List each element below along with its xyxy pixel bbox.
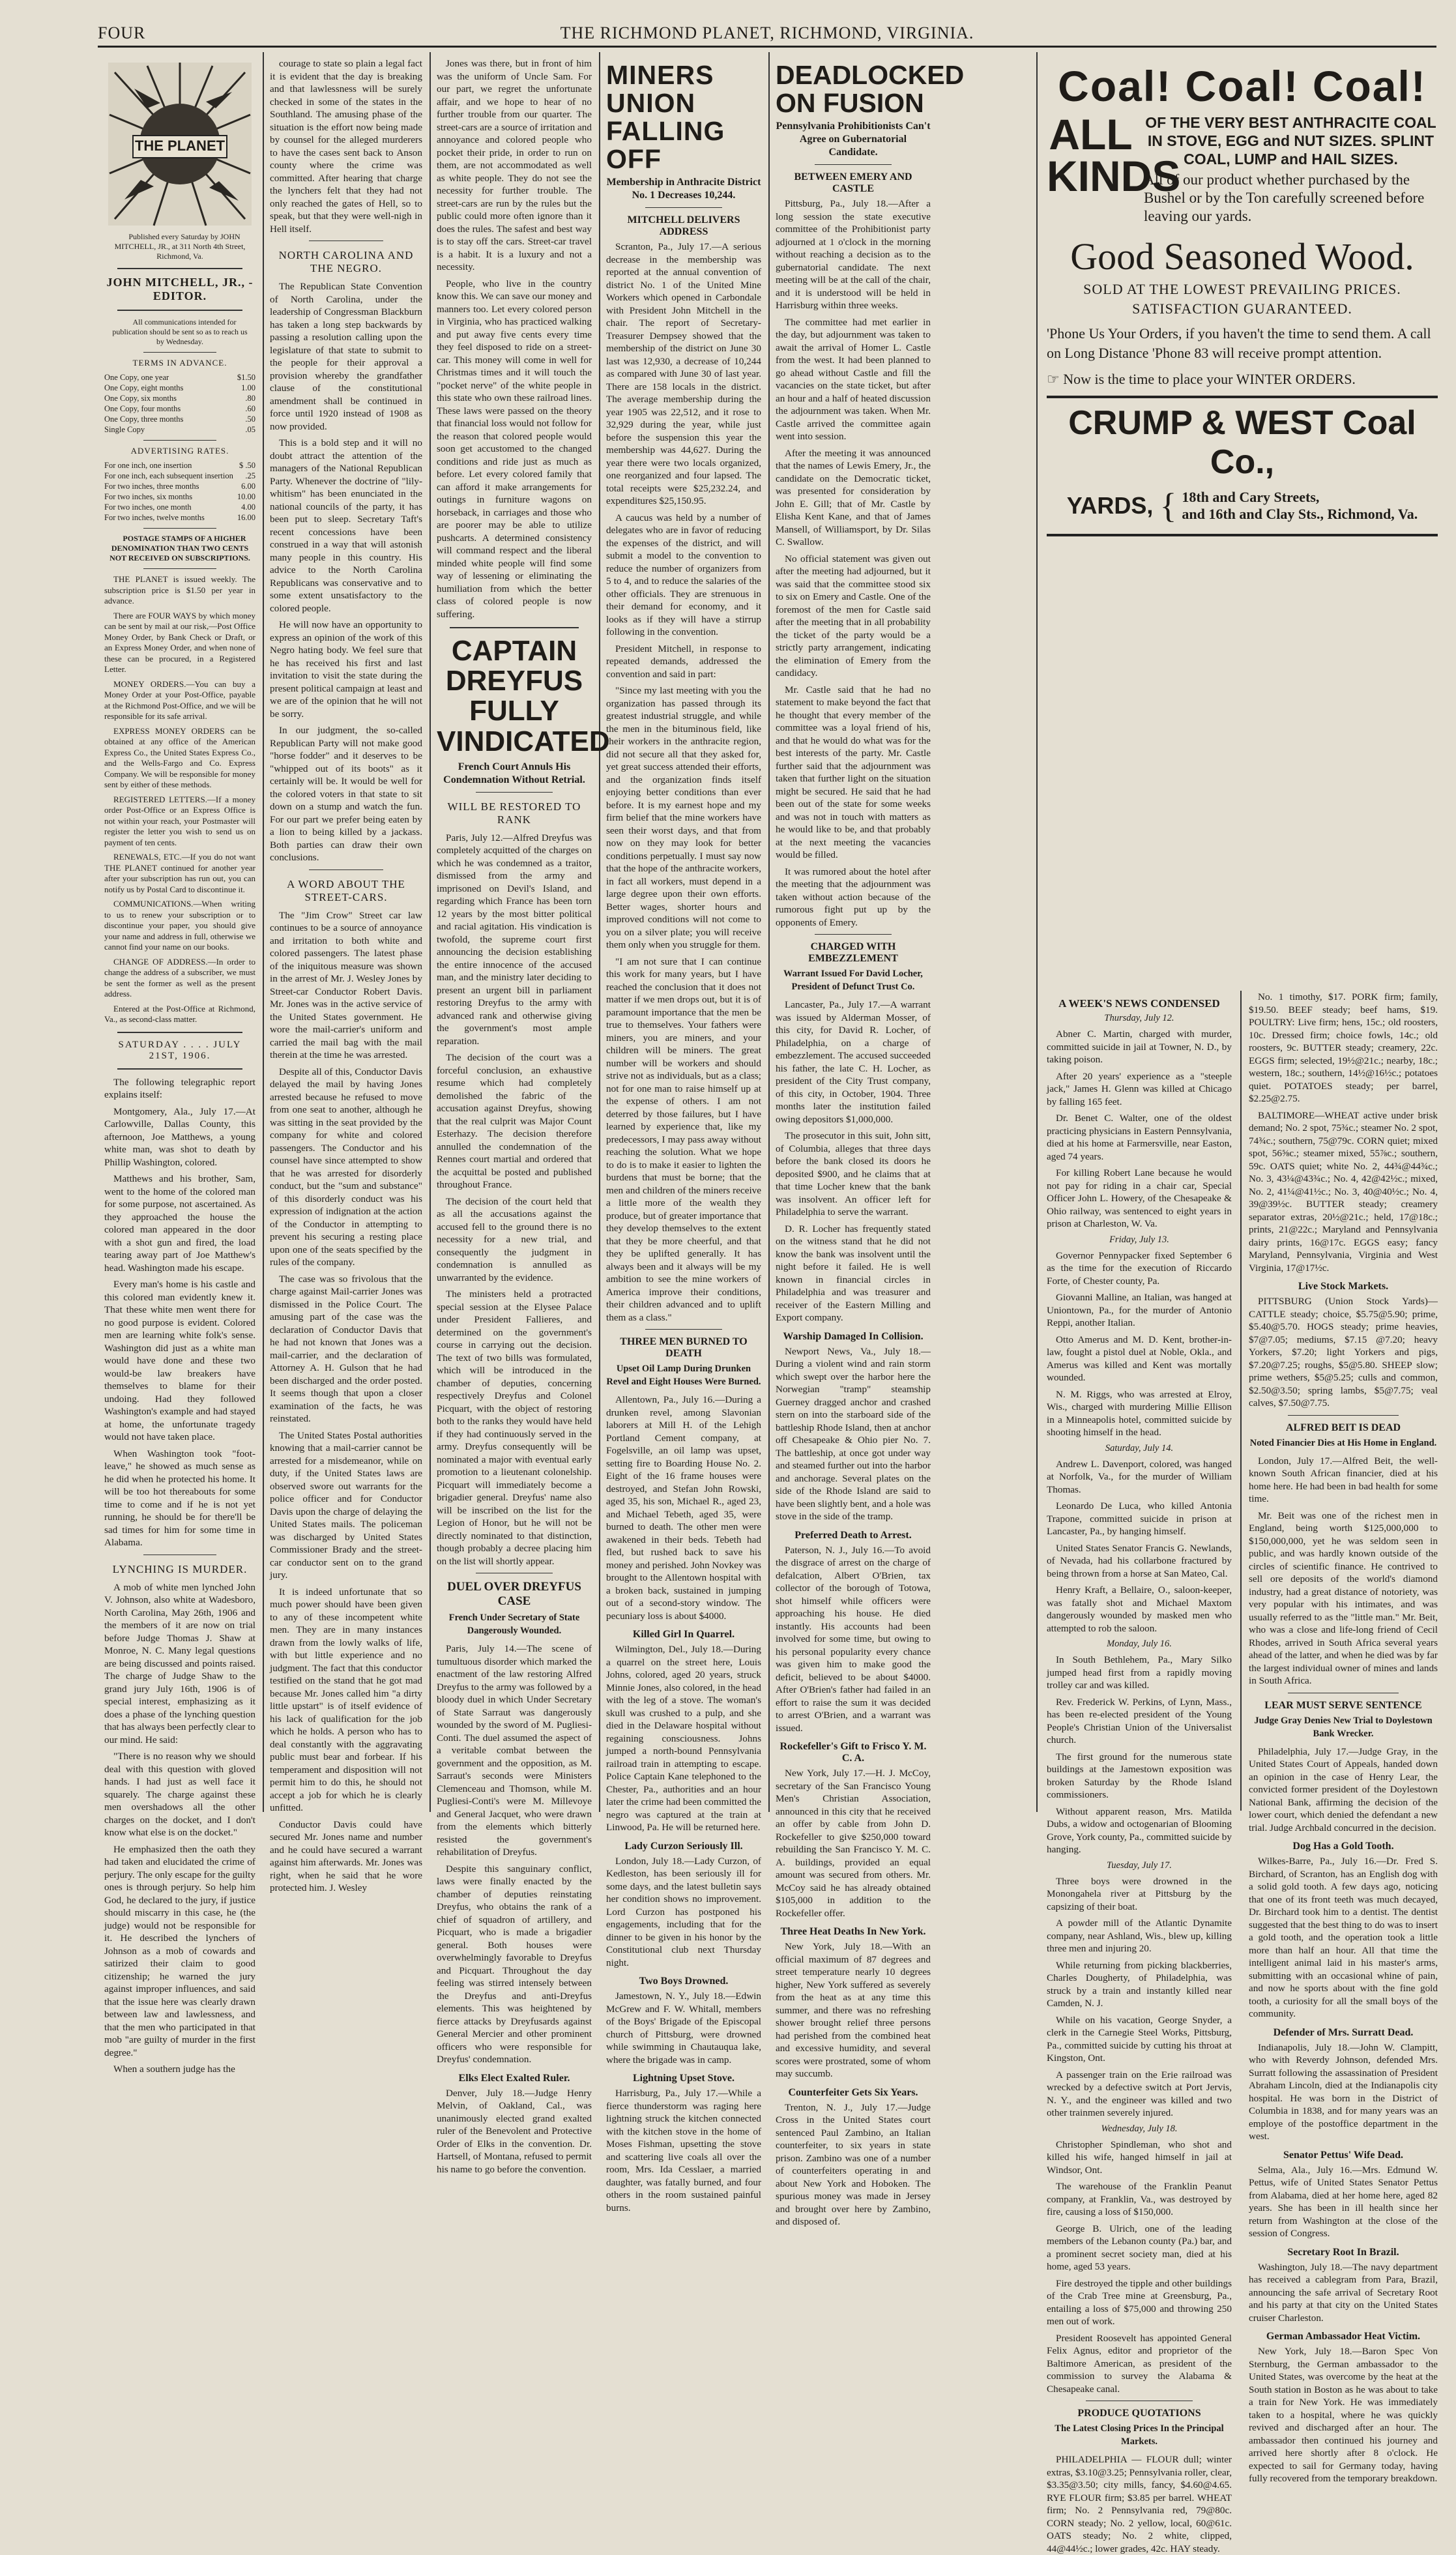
terms-row: One Copy, four months .60 [104, 404, 255, 413]
article-subheadline: BETWEEN EMERY AND CASTLE [794, 171, 912, 195]
article-paragraph: Wilmington, Del., July 18.—During a quarrel on the street here, Louis Johns, colored, aged 20 years, struck Minnie Jones, also colored, in the head with the leg of a stove. The woman's skull was crushed to a pulp, and she died in the Delaware hospital without regaining consciousness. Johns jumped a north-bound Pennsylvania railroad train in attempting to escape. Police Captain Kane telephoned to the Chester, Pa., authorities and an hour later the crime had been committed the negro was captured at the train at Linwood, Pa. He will be returned here. [606, 1644, 761, 1833]
article-headline: LEAR MUST SERVE SENTENCE [1264, 1699, 1422, 1711]
divider [117, 1032, 242, 1033]
divider [117, 1068, 242, 1070]
ad-lead-2: All of our product whether purchased by the Bushel or by the Ton carefully screened before leaving our yards. [1144, 171, 1425, 224]
article-subheadline: Judge Gray Denies New Trial to Doylestown Bank Wrecker. [1254, 1715, 1433, 1739]
company-name: CRUMP & WEST Coal Co., [1068, 404, 1416, 481]
article-paragraph: The United States Postal authorities knowing that a mail-carrier cannot be arrested for a misdemeanor, while on duty, if the United States laws are observed swore out warrants for the police officer and for Conductor Davis upon the charge of delaying the United States mails. The policeman was discharged by United States Commissioner Brady and the street-car conductor sent on to the grand jury. [270, 1429, 422, 1581]
editor-line: JOHN MITCHELL, JR., - EDITOR. [106, 276, 254, 302]
column-3 [430, 57, 610, 2175]
news-item: Abner C. Martin, charged with murder, committed suicide in jail at Towner, N. D., by taking poison. [1047, 1029, 1232, 1065]
notice: CHANGE OF ADDRESS.—In order to change the address of a subscriber, we must be sent the former as well as the present address. [104, 956, 255, 999]
divider [309, 869, 383, 870]
yard-address: and 16th and Clay Sts., Richmond, Va. [1182, 506, 1418, 522]
wood-headline: Good Seasoned Wood. [1070, 235, 1414, 278]
rate-row: For two inches, twelve months 16.00 [104, 513, 255, 522]
terms-list [104, 372, 255, 435]
column-rule [1240, 991, 1242, 1811]
news-item: George B. Ulrich, one of the leading members of the Lebanon county (Pa.) bar, and a prominent secret society man, died at his home, aged 53 years. [1047, 2223, 1232, 2272]
yards-label: YARDS, [1066, 492, 1154, 519]
stamps-notice: POSTAGE STAMPS OF A HIGHER DENOMINATION THAN TWO CENTS NOT RECEIVED ON SUBSCRIPTIONS. [109, 534, 250, 562]
article-paragraph: Washington, July 18.—The navy department has received a cablegram from Para, Brazil, announcing the safe arrival of Secretary Root and his party at that city on the United States cruiser Charleston. [1249, 2261, 1438, 2324]
news-item: President Roosevelt has appointed General Felix Agnus, editor and proprietor of the Baltimore American, as president of the commission to survey the Alabama & Chesapeake canal. [1047, 2332, 1232, 2395]
news-item: The warehouse of the Franklin Peanut company, at Franklin, Va., was destroyed by fire, causing a loss of $150,000. [1047, 2181, 1232, 2217]
divider [1047, 534, 1438, 536]
day-heading: Wednesday, July 18. [1101, 2123, 1178, 2134]
column-5 [769, 57, 965, 2228]
article-paragraph: Allentown, Pa., July 16.—During a drunken revel, among Slavonian laborers at Mill H. of the Lehigh Portland Cement company, at Fogelsville, an oil lamp was upset, setting fire to Boarding House No. 2. Eight of the 16 frame houses were destroyed, and Stefan John Rowski, aged 35, his son, Michael R., aged 23, and Michael Tebeth, aged 35, were burned to death. The other men were awakened in their beds. Tebeth had fled, but rushed back to save his money and perished. John Novkey was brought to the Allentown hospital with a broken back, sustained in jumping out of a second-story window. The pecuniary loss is about $4000. [606, 1394, 761, 1622]
market-report: No. 1 timothy, $17. PORK firm; family, $19.50. BEEF steady; beef hams, $19. POULTRY: Live firm; hens, 15c.; old roosters, 10c. Dressed firm; choice fowls, 14c.; old roosters, 9c. BUTTER steady; creamery, 22c. EGGS firm; selected, 19½@21c.; nearby, 18c.; western, 18c.; southern, 14½@16½c.; potatoes quiet. POTATOES steady; per barrel, $2.25@2.75. [1249, 991, 1438, 1104]
article-paragraph: New York, July 18.—Baron Spec Von Sternburg, the German ambassador to the United States, was overcome by the heat at the South station in Boston as he was about to take a train for New York. He was immediately taken to a hospital, where he was quickly revived and discharged after an hour. The ambassador then continued his journey and arrived here shortly after 8 o'clock. He expected to sail for Germany today, having fully recovered from the temporary breakdown. [1249, 2346, 1438, 2484]
divider [645, 1329, 722, 1330]
article-paragraph: Jamestown, N. Y., July 18.—Edwin McGrew and F. W. Whitall, members of the Boys' Brigade of the Episcopal church of Pittsburg, were drowned while swimming in Chautauqua lake, where the brigade was in camp. [606, 1991, 761, 2066]
article-paragraph: The case was so frivolous that the charge against Mail-carrier Jones was dismissed in the Police Court. The amusing part of the case was the declaration of Conductor Davis that he had not known that Jones was a mail-carrier, and the declaration of Attorney A. H. Gulson that he had been discharged and the order posted. It seems though that upon a closer examination of the facts, he was reinstated. [270, 1273, 422, 1424]
page-number: FOUR [98, 23, 146, 42]
article-subheadline: MITCHELL DELIVERS ADDRESS [627, 214, 740, 238]
article-paragraph: Paris, July 14.—The scene of tumultuous disorder which marked the enactment of the law restoring Alfred Dreyfus to the army was followed by a bloody duel in which Under Secretary of State Sarraut was dangerously wounded by the sword of M. Pugliesi-Conti. The duel assumed the aspect of a veritable combat between the government and the opposition, as M. Sarraut's seconds were Ministers Clemenceau and Thomson, while M. Pugliesi-Conti's were M. Millevoye and General Jacquet, who were drawn from the elements which bitterly resisted the government's rehabilitation of Dreyfus. [437, 1643, 592, 1858]
pointing-hand-icon: ☞ [1047, 371, 1060, 387]
market-report: PITTSBURG (Union Stock Yards)—CATTLE steady; choice, $5.75@5.90; prime, $5.40@5.70. HOGS steady; prime heavies, $7@7.05; mediums, $7.15 @7.20; heavy Yorkers, $7.20; light Yorkers and pigs, $7.20@7.25; roughs, $5@5.80. SHEEP slow; prime wethers, $5@5.25; culls and common, $2.50@3.50; spring lambs, $5@7.75; veal calves, $7.50@7.75. [1249, 1296, 1438, 1409]
article-headline: Lady Curzon Seriously Ill. [624, 1840, 743, 1852]
dreyfus-headline: CAPTAIN DREYFUS FULLY VINDICATED [437, 635, 610, 757]
article-paragraph: When a southern judge has the [113, 2064, 235, 2075]
miners-headline: MINERS UNION FALLING OFF [606, 60, 725, 175]
article-headline: PRODUCE QUOTATIONS [1077, 2408, 1201, 2419]
divider [143, 440, 216, 441]
article-paragraph: New York, July 17.—H. J. McCoy, secretary of the San Francisco Young Men's Christian Association, announced in this city that he received an offer by cable from John D. Rockefeller to give $250,000 toward rebuilding the San Francisco Y. M. C. A. buildings, provided an equal amount was secured from others. Mr. McCoy said he has already obtained $105,000 in addition to the Rockefeller offer. [776, 1768, 931, 1919]
market-report: BALTIMORE—WHEAT active under brisk demand; No. 2 spot, 75¾c.; steamer No. 2 spot, 74¾c.; southern, 75@79c. CORN quiet; mixed spot, 56⅝c.; steamer mixed, 55⅞c.; southern, 59c. OATS quiet; white No. 2, 44¾@44¾c.; No. 3, 43¼@43¾c.; No. 4, 42@42½c.; mixed, No. 2, 41¼@41½c.; No. 3, 40@40½c.; No. 4, 39@39½c. BUTTER steady; creamery separator extras, 20½@21c.; held, 17@18c.; prints, 21@22c.; Maryland and Pennsylvania dairy prints, 16@17c. EGGS easy; fancy Maryland, Pennsylvania, Virginia and West Virginia, 17@17½c. [1249, 1109, 1438, 1274]
article-headline: Secretary Root In Brazil. [1287, 2246, 1399, 2258]
news-item: Dr. Benet C. Walter, one of the oldest practicing physicians in Eastern Pennsylvania, died at his home at Farmersville, near Easton, aged 74 years. [1047, 1113, 1232, 1162]
yards-block [1047, 486, 1438, 526]
divider [450, 627, 579, 628]
article-headline: Elks Elect Exalted Ruler. [458, 2072, 570, 2084]
terms-title: TERMS IN ADVANCE. [132, 358, 227, 368]
ad-lead: OF THE VERY BEST ANTHRACITE COAL IN STOVE, EGG and NUT SIZES. SPLINT COAL, LUMP and HAIL SIZES. [1145, 114, 1436, 168]
article-headline: Dog Has a Gold Tooth. [1292, 1841, 1394, 1852]
rate-row: For two inches, six months 10.00 [104, 492, 255, 501]
article-headline: Two Boys Drowned. [639, 1976, 729, 1987]
divider [143, 568, 216, 569]
published-line: Published every Saturday by JOHN MITCHELL, JR., at 311 North 4th Street, Richmond, Va. [114, 232, 246, 261]
day-heading: Thursday, July 12. [1104, 1013, 1174, 1023]
news-item: Fire destroyed the tipple and other buildings of the Crab Tree mine at Greensburg, Pa., entailing a loss of $75,000 and throwing 250 men out of work. [1047, 2277, 1232, 2327]
article-paragraph: Selma, Ala., July 16.—Mrs. Edmund W. Pettus, wife of United States Senator Pettus from Alabama, died at her home here, aged 82 years. She has been in ill health since her return from Washington at the close of the session of Congress. [1249, 2164, 1438, 2239]
article-paragraph: Philadelphia, July 17.—Judge Gray, in the United States Court of Appeals, handed down an opinion in the case of Henry Lear, the convicted former president of the Doylestown National Bank, affirming the decision of the lower court, which denied the defendant a new trial. Judge Archbald concurred in the decision. [1249, 1745, 1438, 1833]
news-item: Rev. Frederick W. Perkins, of Lynn, Mass., has been re-elected president of the Young People's Christian Union of the Universalist church. [1047, 1696, 1232, 1745]
article-paragraph: Denver, July 18.—Judge Henry Melvin, of Oakland, Cal., was unanimously elected grand exalted ruler of the Benevolent and Protective Order of Elks in the convention. Dr. Hartsell, of Montana, refused to permit his name to go before the convention. [437, 2087, 592, 2175]
article-headline: Warship Damaged In Collision. [783, 1330, 924, 1342]
article-headline: A WEEK'S NEWS CONDENSED [1058, 997, 1220, 1010]
article-subheadline: WILL BE RESTORED TO RANK [447, 800, 581, 826]
article-paragraph: Trenton, N. J., July 17.—Judge Cross in the United States court sentenced Paul Zambino, an Italian counterfeiter, to six years in state prison. Zambino was one of a number of counterfeiters operating in and about New York and Hoboken. The spurious money was made in Jersey and brought over here by Zambino, and disposed of. [776, 2101, 931, 2228]
article-paragraph: London, July 18.—Lady Curzon, of Kedleston, has been seriously ill for some days, and the latest bulletin says her condition shows no improvement. Lord Curzon has postponed his engagements, including that for the dinner to be given in his honor by the Constitutional club next Thursday night. [606, 1855, 761, 1968]
day-heading: Saturday, July 14. [1105, 1442, 1174, 1453]
article-paragraph: Paterson, N. J., July 16.—To avoid the disgrace of arrest on the charge of defalcation, Albert O'Brien, tax collector of the borough of Totowa, shot himself while officers were approaching his house. He died instantly. His accounts had been involved for some time, but owing to his personal popularity every chance was given him to make good the deficit, believed to be about $4000. After O'Brien's father had failed in an effort to raise the sum it was decided to arrest O'Brien, and a warrant was issued. [776, 1544, 931, 1734]
paper-title: THE RICHMOND PLANET, RICHMOND, VIRGINIA. [560, 23, 974, 42]
article-subheadline: The Latest Closing Prices In the Principal Markets. [1055, 2423, 1224, 2447]
article-paragraph: In our judgment, the so-called Republican Party will not make good "horse fodder" and it deserves to be "whipped out of its boots" as it certainly will be. It would be well for the colored voters in that state to sit down on a stump and watch the fun. For our part we prefer being eaten by a lion to being killed by a jackass. Both parties can draw their own conclusions. [270, 725, 422, 863]
column-6a [1040, 991, 1238, 2554]
ad-winter: Now is the time to place your WINTER ORDERS. [1063, 371, 1356, 387]
article-paragraph: D. R. Locher has frequently stated on the witness stand that he did not know the bank was insolvent until the night before it failed. He is well known in financial circles in Philadelphia and was treasurer and receiver of the Eastern Milling and Export company. [776, 1223, 931, 1324]
article-paragraph: Montgomery, Ala., July 17.—At Carlowville, Dallas County, this afternoon, Joe Matthews, a young white man, was shot to death by Phillip Washington, colored. [104, 1105, 255, 1168]
article-headline: Senator Pettus' Wife Dead. [1283, 2149, 1403, 2161]
news-item: Three boys were drowned in the Monongahela river at Pittsburg by the capsizing of their boat. [1047, 1875, 1232, 1912]
article-paragraph: Mr. Castle said that he had no statement to make beyond the fact that he thought that every member of the committee was a loyal friend of his, and that he would do what was for the best interests of the party. Mr. Castle further said that the adjournment was taken that further light on the situation might be secured. He said that he had been out of the state for some weeks and was not in touch with matters as he would like to be, and that probably at the next meeting the vacancies would be filled. [776, 684, 931, 861]
yard-address: 18th and Cary Streets, [1182, 489, 1320, 505]
article-paragraph: courage to state so plain a legal fact it is evident that the day is breaking and that lawlessness will be surely checked in some of the states in the Southland. The amusing phase of the situation is the effort now being made by counsel for the alleged murderers to have the cases sent back to Anson county where the crime was committed. After hearing that charge the lynchers felt that they had not only reached the gates of Hell, so to speak, but that they were well-nigh in Hell itself. [270, 58, 422, 235]
article-paragraph: Despite this sanguinary conflict, laws were finally enacted by the chamber of deputies reinstating Dreyfus, who obtains the rank of a chief of squadron of artillery, and Picquart, who is made a brigadier general. Both houses were overwhelmingly favorable to Dreyfus and Picquart. Throughout the day feeling was stirred intensely between the Dreyfus and anti-Dreyfus elements. This was heightened by fierce attacks by Dreyfusards against General Mercier and other prominent officers who were responsible for Dreyfus' condemnation. [437, 1863, 592, 2066]
article-paragraph: President Mitchell, in response to repeated demands, addressed the convention and said in part: [606, 643, 761, 680]
column-6b [1242, 991, 1444, 2484]
news-item: Governor Pennypacker fixed September 6 as the time for the execution of Riccardo Forte, of Chester county, Pa. [1047, 1249, 1232, 1287]
divider [815, 934, 892, 935]
terms-row: Single Copy .05 [104, 425, 255, 434]
article-paragraph: "I am not sure that I can continue this work for many years, but I have reached the conclusion that it does not matter if we men drops out, but it is of paramount importance that the men be true to themselves. Your fathers were miners, you are miners, and your children will be miners. The great number will be workers and should strive not as individuals, but as a class; not for one man to raise himself up at the expense of others. I am not deterred by those failures, but I have learned by experience that, like my predecessors, I may pass away without reaching the solution. What we hope to do is to make it easier to lighten the burdens that must be borne; that the men and children of the miners receive a little more of the wealth they produce, but of greater importance that they develop themselves to the extent that they be more cheerful, and that they be uplifted generally. It has always been and it always will be my ambition to see the mine workers of America improve their conditions, their children advanced and to uplift them as a class." [606, 956, 761, 1323]
news-item: Henry Kraft, a Bellaire, O., saloon-keeper, was fatally shot and Michael Maxtom dangerously wounded by masked men who attempted to rob the saloon. [1047, 1584, 1232, 1634]
notice: EXPRESS MONEY ORDERS can be obtained at any office of the American Express Co., the United States Express Co., and the Wells-Fargo and Co. Express Company. We will be responsible for money sent by either of these methods. [104, 725, 255, 789]
article-headline: CHARGED WITH EMBEZZLEMENT [808, 941, 898, 965]
news-item: After 20 years' experience as a "steeple jack," James H. Glenn was killed at Chicago by falling 165 feet. [1047, 1070, 1232, 1107]
article-headline: Defender of Mrs. Surratt Dead. [1273, 2026, 1414, 2038]
article-paragraph: The Republican State Convention of North Carolina, under the leadership of Congressman Blackburn has taken a long step backwards by passing a resolution calling upon the legislature of that state to submit to the people for their approval a provision whereby the grandfather clause of the constitutional amendment shall be continued in force until 1920 instead of 1908 as now provided. [270, 281, 422, 432]
article-headline: A WORD ABOUT THE STREET-CARS. [287, 877, 405, 903]
notice: RENEWALS, ETC.—If you do not want THE PLANET continued for another year after your subscription has run out, you can notify us by Postal Card to discontinue it. [104, 852, 255, 894]
brace-icon: { [1159, 486, 1177, 525]
news-item: For killing Robert Lane because he would not pay for riding in a chair car, Special Officer John L. Howery, of the Chesapeake & Ohio railway, was sentenced to eight years in prison at Charleston, W. Va. [1047, 1167, 1232, 1229]
news-item: A passenger train on the Erie railroad was wrecked by a defective switch at Port Jervis, N. Y., and the engineer was killed and two other trainmen severely injured. [1047, 2069, 1232, 2118]
rate-row: For one inch, one insertion $ .50 [104, 461, 255, 470]
article-paragraph: Despite all of this, Conductor Davis delayed the mail by having Jones arrested because he refused to move from one seat to another, although he was sitting in the seat provided by the company for white and colored passengers. The Conductor and his counsel have since attempted to show that he was arrested for disorderly conduct, but the "sum and substance" of this disorderly conduct was his expression of indignation at the action of the Conductor in attempting to prevent his securing a resting place upon one of the seats specified by the rules of the company. [270, 1066, 422, 1268]
article-paragraph: This is a bold step and it will no doubt attract the attention of the managers of the National Republican Party. Whenever the doctrine of "lily-whitism" has been enunciated in the national councils of the party, it has been put to sleep. Secretary Taft's recent concessions have been construed in a way that will astonish many people in this country. His advice to the North Carolina Republicans was conservative and to some extent unsatisfactory to the colored people. [270, 437, 422, 614]
terms-row: One Copy, eight months 1.00 [104, 383, 255, 392]
article-headline: Live Stock Markets. [1298, 1281, 1389, 1292]
day-heading: Tuesday, July 17. [1107, 1860, 1172, 1871]
article-headline: LYNCHING IS MURDER. [112, 1562, 248, 1575]
communications-note: All communications intended for publication should be sent so as to reach us by Wednesday. [112, 317, 248, 346]
article-paragraph: The committee had met earlier in the day, but adjournment was taken to await the arrival of Homer L. Castle from the west. It had been planned to go ahead without Castle and fill the vacancies on the state ticket, but after an hour and a half of heated discussion the adjournment was taken. When Mr. Castle arrived the committee again went into session. [776, 316, 931, 443]
article-subheadline: Membership in Anthracite District No. 1 Decreases 10,244. [606, 177, 761, 201]
article-paragraph: Every man's home is his castle and this colored man evidently knew it. That these white men went there for no good purpose is evident. Colored men are learning white folk's sense. Washington did just as a white man would have done and these two would-be law breakers have themselves to blame for their undoing. Had they followed Washington's example and had stayed at home, the unfortunate tragedy would not have taken place. [104, 1279, 255, 1442]
article-paragraph: It was rumored about the hotel after the meeting that the adjournment was taken without action because of the rumorous fight put up by the opponents of Emery. [776, 866, 931, 928]
article-subheadline: French Under Secretary of State Dangerously Wounded. [448, 1613, 580, 1637]
divider [143, 528, 216, 529]
article-paragraph: Matthews and his brother, Sam, went to the home of the colored man for some purpose, not ascertained. As they approached the house the colored man appeared in the door with a shot gun and fired, the load tearing away part of Joe Matthew's head. Washington made his escape. [104, 1173, 255, 1274]
article-paragraph: No official statement was given out after the meeting had adjourned, but it was said that the committee stood six to six on Emery and Castle. One of the foremost of the men for Castle said after the meeting that in all probability the ticket of the party would be a strictly party arrangement, indicating the elimination of Emery from the candidacy. [776, 553, 931, 679]
ad-winter-line [1047, 370, 1438, 389]
ad-satisfaction: SATISFACTION GUARANTEED. [1132, 300, 1352, 317]
article-paragraph: Wilkes-Barre, Pa., July 16.—Dr. Fred S. Birchard, of Scranton, has an English dog with a solid gold tooth. A few days ago, noticing that one of its front teeth was much decayed, Dr. Birchard took him to a dentist. The dentist suggested that the best thing to do was to insert a gold tooth, and the operation took a little more than half an hour. All that time the intelligent animal laid in his master's arms, submitting with an occasional whine of pain, and now he sports about with the fine gold tooth, a curiosity for all the small boys of the community. [1249, 1856, 1438, 2019]
notice: Entered at the Post-Office at Richmond, Va., as second-class matter. [104, 1003, 255, 1024]
all-kinds-label: ALL KINDS [1047, 110, 1181, 200]
notice: REGISTERED LETTERS.—If a money order Post-Office or an Express Office is not within your reach, your Postmaster will register the letter you wish to send us on payment of ten cents. [104, 794, 255, 847]
ad-intro [1047, 110, 1438, 226]
article-paragraph: A caucus was held by a number of delegates who are in favor of reducing the expenses of the district, and will submit a model to the convention to reduce the number of organizers from 5 to 4, and to reduce the salaries of the other officials. They are strenuous in their demand for economy, and it looks as if they will have a stirrup following in the convention. [606, 512, 761, 638]
article-paragraph: Scranton, Pa., July 17.—A serious decrease in the membership was reported at the annual convention of district No. 1 of the United Mine Workers which opened in Carbondale with President John Mitchell in the chair. The report of Secretary-Treasurer Dempsey showed that the membership of the district on June 30 last was 12,930, a decrease of 10,244 as compared with June 30 of last year. There are 158 locals in the district. The average membership during the year 1905 was 22,512, and it rose to 32,929 during the year, while just before the suspension this year the membership was 44,627. During the year there were two locals organized, one reorganized and four lapsed. The total receipts were $25,232.24, and expenditures $25,150.95. [606, 241, 761, 507]
article-paragraph: People, who live in the country know this. We can save our money and manners too. Let every colored person in Virginia, who has practiced walking and put away five cents every time they feel disposed to ride on a street-car. This money will come in well for Christmas times and it will touch the "pocket nerve" of the white people in this state who own these railroad lines. These laws were passed on the theory that financial loss would not follow for the reason that colored people would soon get accustomed to the changed conditions and ride just as much as before. Let every colored family that can afford it make arrangements for outings in furniture wagons on horseback, in carriages and those who are poorer may be able to utilize pushcarts. A determined consistency will command respect and the liberal minded white people will find some way of lessening or eliminating the humiliation from which the better class of colored people is now suffering. [437, 278, 592, 620]
article-headline: NORTH CAROLINA AND THE NEGRO. [278, 249, 414, 274]
coal-advertisement [1040, 57, 1444, 983]
article-paragraph: The prosecutor in this suit, John sitt, of Columbia, alleges that three days before the bank closed its doors he deposited $900, and he claims that at that time Locher knew that the bank was insolvent. An officer left for Philadelphia to serve the warrant. [776, 1130, 931, 1218]
ad-phone: 'Phone Us Your Orders, if you haven't the time to send them. A call on Long Distance 'Phone 83 will receive prompt attention. [1047, 325, 1431, 361]
divider [476, 792, 553, 793]
terms-row: One Copy, three months .50 [104, 415, 255, 424]
article-paragraph: Conductor Davis could have secured Mr. Jones name and number and he could have secured a warrant against him afterwards. Mr. Jones was right, when he said that he wore protected him. J. Wesley [270, 1818, 422, 1893]
article-paragraph: "Since my last meeting with you the organization has passed through its greatest industrial struggle, and while the men in the bituminous field, like their workers in the anthracite region, did not secure all that they asked for, yet great success attended their efforts, and the organization finds itself enjoying better conditions than ever before. It is my earnest hope and my firm belief that the mine workers have seen their worst days, and that from now on they may look for better conditions perpetually. I must say now that the hope of the anthracite workers, in fact all workers, must depend in a large degree upon their own efforts. Better wages, shorter hours and improved conditions will not come to you on a silver plate; you will receive them only when you struggle for them. [606, 685, 761, 951]
article-subheadline: Upset Oil Lamp During Drunken Revel and Eight Houses Were Burned. [606, 1364, 761, 1388]
article-paragraph: Mr. Beit was one of the richest men in England, being worth $125,000,000 to $150,000,000, yet he was seldom seen in public, and was hardly known outside of the circles of scientific finance. He contrived to sell ore deposits of the world's diamond industry, had a great distance of notoriety, was very popular with his intimates, and was usually referred to as the "little man." Mr. Beit, who was a close and life-long friend of Cecil Rhodes, arrived in South Africa several years ahead of the latter, and when he died was by far the largest individual owner of mines and lands in South Africa. [1249, 1510, 1438, 1686]
article-paragraph: The "Jim Crow" Street car law continues to be a source of annoyance and irritation to both white and colored passengers. The latest phase of the iniquitous measure was shown in the arrest of Mr. J. Wesley Jones by Street-car Conductor Robert Davis. Mr. Jones was in the active service of the United States government. He wore the mail-carrier's uniform and carried the mail bag with the mail therein at the time he was arrested. [270, 909, 422, 1060]
ad-rates-list [104, 460, 255, 523]
subscriber-notices [104, 574, 255, 1025]
article-paragraph: The decision of the court was a forceful conclusion, an exhaustive resume which had completely demolished the fabric of the accusation against Dreyfus, showing that the real culprit was Major Count Esterhazy. The decision therefore annulled the condemnation of the Rennes court martial and ordered that the acquittal be posted and published throughout France. [437, 1052, 592, 1191]
news-item: Without apparent reason, Mrs. Matilda Dubs, a widow and octogenarian of Blooming Grove, York county, Pa., committed suicide by hanging. [1047, 1805, 1232, 1855]
fusion-headline: DEADLOCKED ON FUSION [776, 60, 965, 119]
news-item: United States Senator Francis G. Newlands, of Nevada, had his collarbone fractured by being thrown from a horse at San Mateo, Cal. [1047, 1542, 1232, 1579]
news-item: The first ground for the numerous state buildings at the Jamestown exposition was broken Saturday by the Rhode Island commissioners. [1047, 1751, 1232, 1800]
ad-rates-title: ADVERTISING RATES. [130, 446, 229, 456]
rate-row: For two inches, three months 6.00 [104, 482, 255, 491]
article-headline: Rockefeller's Gift to Frisco Y. M. C. A. [779, 1741, 927, 1764]
article-paragraph: Paris, July 12.—Alfred Dreyfus was completely acquitted of the charges on which he was condemned as a traitor, dismissed from the army and imprisoned on Devil's Island, and regarding which France has been torn 12 years by the most bitter political and racial agitation. His vindication is twofold, the supreme court first announcing the decision establishing the entire innocence of the accused man, and the ministry later deciding to present an urgent bill in parliament restoring Dreyfus to the army with advanced rank and otherwise giving the government's most ample reparation. [437, 832, 592, 1047]
rate-row: For one inch, each subsequent insertion .25 [104, 471, 255, 480]
article-headline: Counterfeiter Gets Six Years. [788, 2086, 918, 2098]
divider [1288, 1415, 1399, 1416]
article-paragraph: Pittsburg, Pa., July 18.—After a long session the state executive committee of the Prohibitionist party adjourned at 1 o'clock in the morning without reaching a decision as to the gubernatorial candidate. The next meeting will be at the call of the chair, and it is understood will be held in Harrisburg within three weeks. [776, 198, 931, 312]
article-subheadline: Warrant Issued For David Locher, President of Defunct Trust Co. [783, 969, 923, 993]
column-rule [1036, 52, 1038, 1812]
news-item: A powder mill of the Atlantic Dynamite company, near Ashland, Wis., blew up, killing three men and injuring 20. [1047, 1918, 1232, 1954]
news-item: N. M. Riggs, who was arrested at Elroy, Wis., charged with murdering Millie Ellison in a Minneapolis hotel, committed suicide by shooting himself in the head. [1047, 1388, 1232, 1438]
divider [1047, 396, 1438, 398]
planet-logo [108, 63, 252, 226]
article-subheadline: Noted Financier Dies at His Home in England. [1249, 1437, 1437, 1448]
article-headline: German Ambassador Heat Victim. [1266, 2331, 1421, 2342]
article-paragraph: Lancaster, Pa., July 17.—A warrant was issued by Alderman Mosser, of this city, for David R. Locher, of Philadelphia, on a charge of embezzlement. The accused succeeded his father, the late C. H. Locher, as president of the City Trust company, of this city, in October, 1904. Three months later the institution failed owing depositors $1,000,000. [776, 999, 931, 1125]
article-subheadline: French Court Annuls His Condemnation Without Retrial. [443, 761, 585, 785]
column-1 [98, 57, 262, 2075]
notice: MONEY ORDERS.—You can buy a Money Order at your Post-Office, payable at the Richmond Post-Office, and we will be responsible for its safe arrival. [104, 679, 255, 721]
news-item: Christopher Spindleman, who shot and killed his wife, hanged himself in jail at Windsor, Ont. [1047, 2139, 1232, 2176]
divider [143, 352, 216, 353]
article-paragraph: The following telegraphic report explains itself: [104, 1076, 255, 1100]
article-headline: Killed Girl In Quarrel. [632, 1629, 735, 1641]
column-2 [263, 57, 429, 1893]
news-item: Giovanni Malline, an Italian, was hanged at Uniontown, Pa., for the murder of Antonio Reppi, another Italian. [1047, 1292, 1232, 1328]
article-headline: ALFRED BEIT IS DEAD [1285, 1422, 1401, 1433]
header-rule [98, 46, 1436, 48]
article-headline: Preferred Death to Arrest. [794, 1529, 912, 1541]
article-paragraph: Newport News, Va., July 18.—During a violent wind and rain storm which swept over the harbor here the Norwegian "tramp" steamship Guerney dragged anchor and crashed stern on into the starboard side of the battleship Rhode Island, then at anchor off Chesapeake & Ohio pier No. 7. The battleship, at once got under way and steamed further out into the harbor and anchorage. Several plates on the side of the Rhode Island are said to have been slightly bent, and a hole was stove in the side of the tramp. [776, 1345, 931, 1523]
running-head [98, 23, 1436, 43]
article-headline: THREE MEN BURNED TO DEATH [620, 1336, 748, 1360]
terms-row: One Copy, six months .80 [104, 394, 255, 403]
news-item: Leonardo De Luca, who killed Antonia Trapone, committed suicide in prison at Lancaster, Pa., by hanging himself. [1047, 1500, 1232, 1537]
article-paragraph: The decision of the court held that as all the accusations against the accused fell to the ground there is no necessity for a new trial, and consequently the judgment in condemnation is annulled as unwarranted by the evidence. [437, 1195, 592, 1283]
article-paragraph: "There is no reason why we should deal with this question with gloved hands. I had just as well face it squarely. The charge against these men overshadows all the other charges on the docket, and I don't know what else is on the docket." [104, 1751, 255, 1838]
divider [645, 207, 722, 208]
article-paragraph: Jones was there, but in front of him was the uniform of Uncle Sam. For our part, we regret the unfortunate affair, and we hope to hear of no further trouble from our quarter. The street-cars are a source of irritation and annoyance and colored people who pocket their pride, in order to run on them, are not accommodated as well as white people. They do not see the necessity for further trouble. The street-cars are run by the rules but the public could more often ignore than it does the rules. The safest and best way is to stay off the cars. Street-car travel is a habit. It is a luxury and not a necessity. [437, 58, 592, 272]
news-item: While returning from picking blackberries, Charles Dougherty, of Philadelphia, was struck by a train and instantly killed near Camden, N. J. [1047, 1959, 1232, 2009]
article-paragraph: After the meeting it was announced that the names of Lewis Emery, Jr., the candidate on the Democratic ticket, was presented for consideration by John E. Gill; that of Mr. Castle by Elisha Kent Kane, and that of James Mansell, of Williamsport, by Dr. Silas C. Swallow. [776, 447, 931, 548]
ad-prices: SOLD AT THE LOWEST PREVAILING PRICES. [1083, 281, 1401, 297]
article-paragraph: New York, July 18.—With an official maximum of 87 degrees and street temperature nearly 10 degrees higher, New York suffered as severely from the heat as at any time this summer, and there was no refreshing shower brought relief three persons had perished from the combined heat and excessive humidity, and several scores were prostrated, some of whom may succumb. [776, 1941, 931, 2080]
article-headline: Three Heat Deaths In New York. [780, 1926, 926, 1938]
news-item: Andrew L. Davenport, colored, was hanged at Norfolk, Va., for the murder of William Thomas. [1047, 1458, 1232, 1495]
article-paragraph: It is indeed unfortunate that so much power should have been given to any of these incompetent white men. They are in many instances drawn from the lowly walks of life, with but little experience and no judgment. The fact that this conductor testified on the stand that he got mad because Mr. Jones called him "a dirty little upstart" is of itself evidence of his lack of qualification for the job which he holds. A person who has to deal constantly with the aggravating public must bear and forbear. If his temperament and disposition will not permit him to do this, he should not accept a job for which he is clearly unfitted. [270, 1586, 422, 1813]
news-item: While on his vacation, George Snyder, a clerk in the Carnegie Steel Works, Pittsburg, Pa., committed suicide by cutting his throat at Kingston, Ont. [1047, 2014, 1232, 2064]
divider [117, 310, 242, 311]
article-paragraph: He will now have an opportunity to express an opinion of the work of this Negro hating body. We feel sure that he has received his first and last invitation to visit the state during the present political campaign at least and we are of the opinion that he will not be sorry. [270, 619, 422, 720]
article-paragraph: London, July 17.—Alfred Beit, the well-known South African financier, died at his home here. He had been in bad health for some time. [1249, 1455, 1438, 1504]
day-heading: Friday, July 13. [1109, 1234, 1169, 1245]
yard-addresses [1182, 489, 1418, 523]
rate-row: For two inches, one month 4.00 [104, 503, 255, 512]
article-headline: Lightning Upset Stove. [632, 2073, 735, 2084]
notice: COMMUNICATIONS.—When writing to us to renew your subscription or to discontinue your paper, you should give your name and address in full, otherwise we cannot find your name on our books. [104, 899, 255, 952]
column-4 [600, 57, 768, 2213]
article-subheadline: Pennsylvania Prohibitionists Can't Agree on Gubernatorial Candidate. [776, 121, 931, 158]
day-heading: Monday, July 16. [1107, 1639, 1172, 1649]
market-report: PHILADELPHIA — FLOUR dull; winter extras, $3.10@3.25; Pennsylvania roller, clear, $3.35@3.50; city mills, fancy, $4.60@4.65. RYE FLOUR firm; $3.85 per barrel. WHEAT firm; No. 2 Pennsylvania red, 79@80c. CORN steady; No. 2 yellow, local, 60@61c. OATS steady; No. 2 white, clipped, 44@44½c.; lower grades, 42c. HAY steady. [1047, 2454, 1232, 2554]
article-paragraph: When Washington took "foot-leave," he showed as much sense as he did when he protected his home. It will be too hot thereabouts for some time to come and if he is not yet running, he should be for there'll be sad times for him for some time in Alabama. [104, 1448, 255, 1548]
terms-row: One Copy, one year $1.50 [104, 373, 255, 382]
notice: There are FOUR WAYS by which money can be sent by mail at our risk,—Post Office Money Order, by Bank Check or Draft, or an Express Money Order, and when none of these can be procured, in a Registered Letter. [104, 610, 255, 674]
news-item: Otto Amerus and M. D. Kent, brother-in-law, fought a pistol duel at Noble, Okla., and Amerus was killed and Kent was mortally wounded. [1047, 1334, 1232, 1383]
article-paragraph: A mob of white men lynched John V. Johnson, also white at Wadesboro, North Carolina, May 26th, 1906 and the members of it are now on trial before Judge Thomas J. Shaw at Monroe, N. C. Many legal questions are being discussed and points raised. The charge of Judge Shaw to the grand jury July 16th, 1906 is of special interest, emphasizing as it does a phase of the lynching question that has always been perfectly clear to our mind. He said: [104, 1581, 255, 1745]
article-paragraph: Indianapolis, July 18.—John W. Clampitt, who with Reverdy Johnson, defended Mrs. Surratt following the assassination of President Abraham Lincoln, died at the Indianapolis city hospital. He was born in the District of Columbia in 1838, and for many years was an employe of the postoffice department in the west. [1249, 2041, 1438, 2142]
article-paragraph: He emphasized then the oath they had taken and elucidated the crime of perjury. The only escape for the guilty ones is through perjury. So help him God, he declared to the jury, if justice should miscarry in this case, he (the judge) would not be responsible for it. He described the lynchers of Johnson as a mob of cowards and satirized their claim to good citizenship; he warned the jury against improper influences, and said that the issue here was clearly drawn between law and lawlessness, and that the men who participated in that mob "are guilty of murder in the first degree." [104, 1843, 255, 2058]
article-headline: DUEL OVER DREYFUS CASE [447, 1580, 581, 1609]
logo-text: THE PLANET [134, 138, 226, 154]
notice: THE PLANET is issued weekly. The subscription price is $1.50 per year in advance. [104, 574, 255, 606]
ad-headline: Coal! Coal! Coal! [1058, 62, 1427, 110]
news-item: In South Bethlehem, Pa., Mary Silko jumped head first from a rapidly moving trolley car and was killed. [1047, 1654, 1232, 1691]
divider [117, 268, 242, 269]
issue-date: SATURDAY . . . . JULY 21ST, 1906. [118, 1039, 242, 1061]
article-paragraph: The ministers held a protracted special session at the Elysee Palace under President Fallieres, and determined on the government's course in carrying out the decision. The text of two bills was formulated, which will be introduced in the chamber of deputies, concerning respectively Dreyfus and Colonel Picquart, with the object of restoring both to the ranks they would have held if they had continuously served in the army. Dreyfus consequently will be nominated a major with eventual early promotion to a lieutenant colonelship. Picquart will immediately become a brigadier general. Dreyfus' name also will be inscribed on the list for the Legion of Honor, but he will not be directly nominated to that distinction, though probably a decree placing him on the list will shortly appear. [437, 1289, 592, 1567]
article-paragraph: Harrisburg, Pa., July 17.—While a fierce thunderstorm was raging here lightning struck the kitchen connected with the kitchen stove in the home of Moses Fishman, upsetting the stove and scattering live coals all over the room, Mrs. Ida Cesslaer, a married daughter, was fatally burned, and four others in the room sustained painful burns. [606, 2088, 761, 2213]
divider [815, 164, 892, 165]
